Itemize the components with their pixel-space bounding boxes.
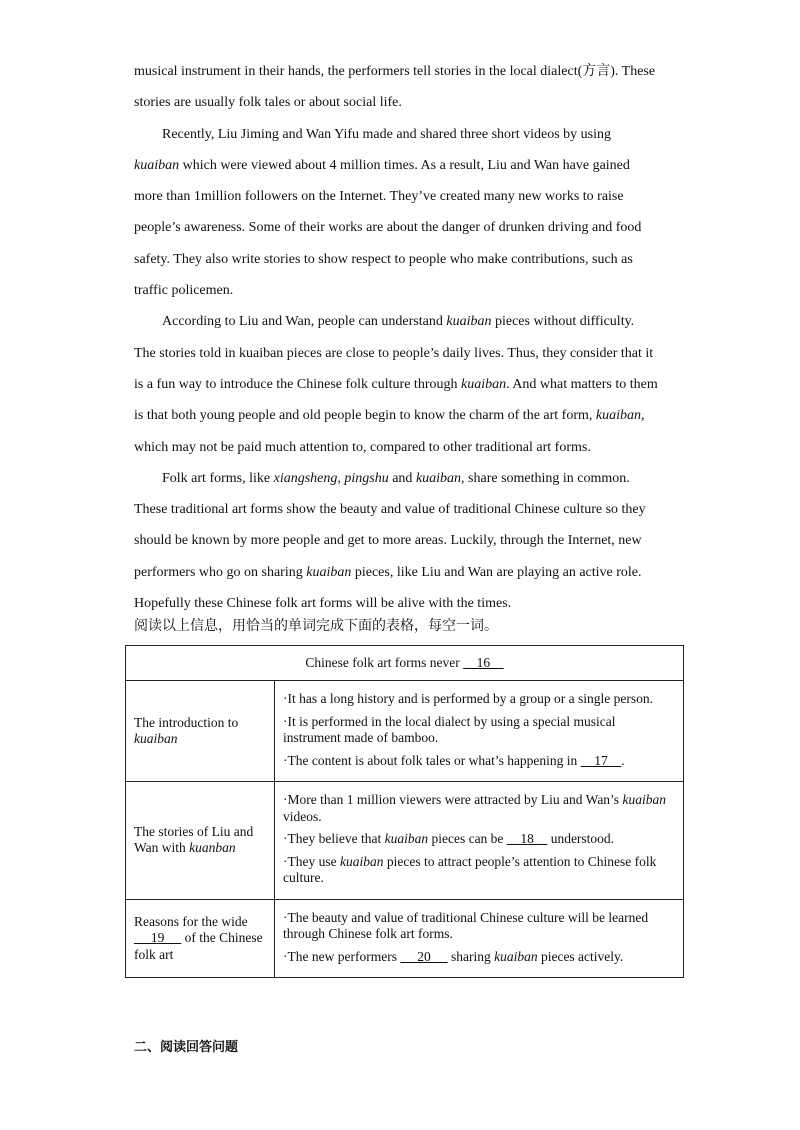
passage-line: traffic policemen.	[134, 283, 234, 299]
bullet-item: ·The new performers 20 sharing kuaiban pieces actively.	[283, 948, 624, 964]
section-heading: 二、阅读回答问题	[134, 1040, 239, 1055]
bullet-item: ·The beauty and value of traditional Chinese culture will be learned through Chinese folk art forms.	[283, 909, 649, 941]
bullet-item: ·The content is about folk tales or what’s happening in 17 .	[283, 752, 625, 768]
blank-17: 17	[580, 752, 622, 768]
bullet-item: ·More than 1 million viewers were attracted by Liu and Wan’s kuaiban videos.	[283, 792, 666, 824]
bullet-item: ·They believe that kuaiban pieces can be 18 understood.	[283, 831, 615, 846]
passage-line: kuaiban which were viewed about 4 million times. As a result, Liu and Wan have gained	[134, 157, 630, 173]
passage-line: safety. They also write stories to show respect to people who make contributions, such as	[134, 251, 633, 267]
row-content	[275, 782, 684, 900]
table-row	[126, 681, 684, 782]
row-content	[275, 899, 684, 978]
blank-16: 16	[463, 654, 504, 670]
paragraph-3: According to Liu and Wan, people can understand kuaiban pieces without difficulty.	[162, 314, 635, 330]
blank-18: 18	[506, 831, 548, 846]
row-label: The introduction to kuaiban	[126, 681, 275, 782]
row-content	[275, 681, 684, 782]
passage-line: people’s awareness. Some of their works are about the danger of drunken driving and food	[134, 220, 642, 236]
passage-line: is that both young people and old people begin to know the charm of the art form, kuaiban,	[134, 408, 645, 424]
table-row	[126, 782, 684, 900]
passage-line: Hopefully these Chinese folk art forms will be alive with the times.	[134, 596, 512, 612]
bullet-item: ·It is performed in the local dialect by using a special musical instrument made of bamboo.	[283, 713, 616, 745]
passage-line: more than 1million followers on the Internet. They’ve created many new works to raise	[134, 189, 624, 205]
passage-line: stories are usually folk tales or about social life.	[134, 95, 402, 111]
table-header-row	[126, 646, 684, 681]
passage-line: which may not be paid much attention to, compared to other traditional art forms.	[134, 439, 591, 455]
passage	[134, 56, 674, 639]
instruction-text: 阅读以上信息，用恰当的单词完成下面的表格，每空一词。	[134, 619, 498, 635]
blank-19: 19	[134, 930, 182, 945]
passage-line: is a fun way to introduce the Chinese folk culture through kuaiban. And what matters to them	[134, 376, 658, 392]
passage-line: musical instrument in their hands, the performers tell stories in the local dialect(方言). These	[134, 64, 656, 79]
bullet-item: ·It has a long history and is performed by a group or a single person.	[283, 691, 654, 706]
passage-line: should be known by more people and get to more areas. Luckily, through the Internet, new	[134, 533, 642, 549]
table-header-cell: Chinese folk art forms never 16	[126, 646, 684, 681]
bullet-item: ·They use kuaiban pieces to attract people’s attention to Chinese folk culture.	[283, 853, 657, 885]
passage-line: These traditional art forms show the beauty and value of traditional Chinese culture so they	[134, 502, 646, 518]
table-row	[126, 899, 684, 978]
passage-line: The stories told in kuaiban pieces are close to people’s daily lives. Thus, they consider that it	[134, 345, 654, 361]
row-label: The stories of Liu and Wan with kuanban	[126, 782, 275, 900]
info-table	[125, 645, 684, 978]
paragraph-4: Folk art forms, like xiangsheng, pingshu and kuaiban, share something in common.	[162, 470, 630, 486]
row-label: Reasons for the wide 19 of the Chinese folk art	[126, 899, 275, 978]
blank-20: 20	[400, 948, 448, 964]
passage-line: performers who go on sharing kuaiban pieces, like Liu and Wan are playing an active role.	[134, 564, 642, 580]
paragraph-2: Recently, Liu Jiming and Wan Yifu made and shared three short videos by using	[162, 126, 611, 142]
